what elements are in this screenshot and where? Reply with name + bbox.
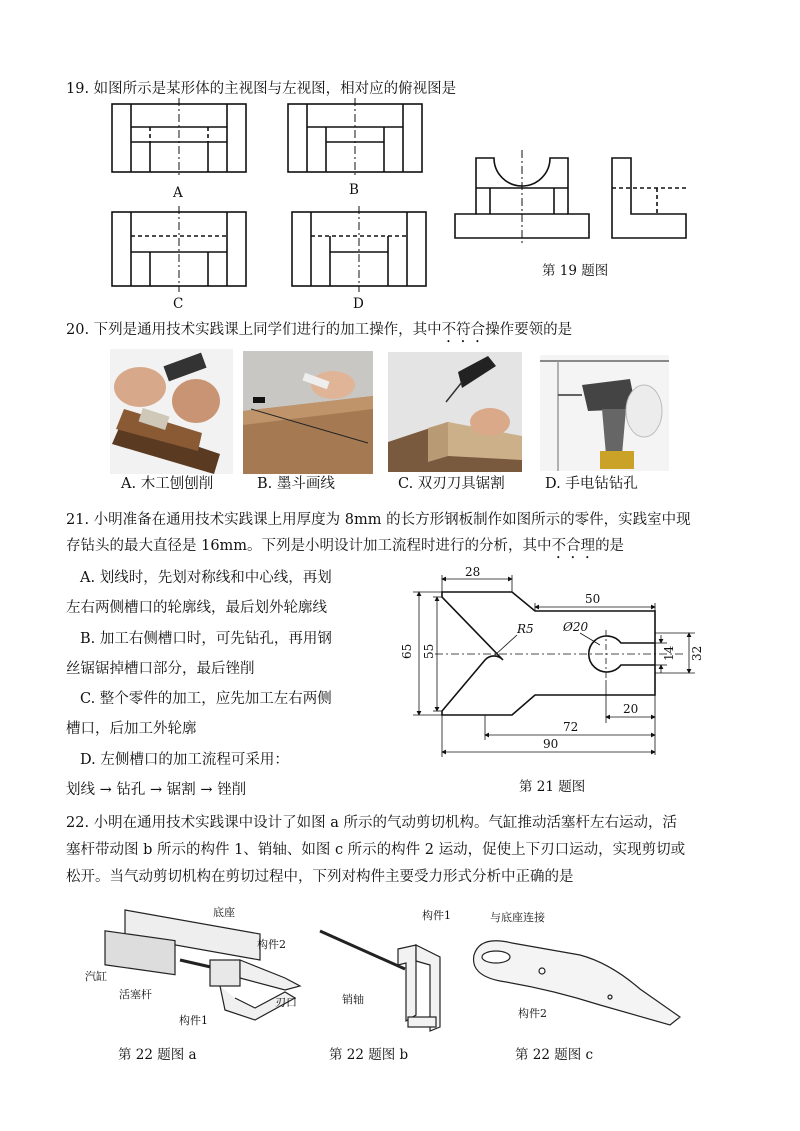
q22-a-label-base: 底座: [213, 906, 235, 919]
q19-option-a-view: [112, 98, 246, 178]
q21-dim-r5: R5: [517, 622, 534, 636]
q20-stem: 20. 下列是通用技术实践课上同学们进行的加工操作，其中不符合操作要领的是: [66, 322, 573, 338]
q20-photo-plane: [110, 349, 233, 474]
q21-dim-72: 72: [563, 720, 579, 734]
q21-dim-28: 28: [465, 565, 481, 579]
q22-a-label-part2: 构件2: [257, 938, 286, 951]
q21-option-c-line1: C. 整个零件的加工，应先加工左右两侧: [80, 691, 332, 707]
q22-caption-b: 第 22 题图 b: [329, 1047, 409, 1063]
q21-dim-65: 65: [400, 643, 414, 659]
q21-option-a-line2: 左右两侧槽口的轮廓线，最后划外轮廓线: [66, 600, 327, 616]
q19-option-d-view: [292, 206, 426, 292]
q20-option-c: C. 双刃刀具锯割: [398, 476, 505, 492]
q22-a-label-cylinder: 汽缸: [85, 970, 107, 983]
q21-stem-line2: 存钻头的最大直径是 16mm。下列是小明设计加工流程时进行的分析，其中不合理的是: [66, 538, 625, 554]
q22-b-label-pin: 销轴: [342, 993, 364, 1006]
q21-option-b-line2: 丝锯锯掉槽口部分，最后锉削: [66, 661, 255, 677]
q21-dim-55: 55: [422, 643, 436, 659]
q22-figure-c: [460, 905, 690, 1035]
q21-dim-d20: Ø20: [563, 620, 589, 634]
q21-figure-caption: 第 21 题图: [519, 779, 586, 795]
q19-option-c-view: [112, 206, 246, 292]
q19-stem: 19. 如图所示是某形体的主视图与左视图，相对应的俯视图是: [66, 81, 457, 97]
q19-option-b-label: B: [349, 182, 359, 198]
q20-option-d: D. 手电钻钻孔: [545, 476, 638, 492]
q19-left-view: [612, 158, 686, 238]
q21-stem-line1: 21. 小明准备在通用技术实践课上用厚度为 8mm 的长方形钢板制作如图所示的零件，实践室中现: [66, 512, 691, 528]
q20-photo-drill: [540, 355, 669, 471]
q19-option-d-label: D: [353, 296, 364, 312]
q20-option-a: A. 木工刨刨削: [121, 476, 214, 492]
q22-b-label-part1: 构件1: [422, 909, 451, 922]
q21-dim-50: 50: [585, 592, 601, 606]
q22-stem-line1: 22. 小明在通用技术实践课中设计了如图 a 所示的气动剪切机构。气缸推动活塞杆左右运动，活: [66, 815, 678, 831]
q20-option-b: B. 墨斗画线: [257, 476, 335, 492]
q21-option-a-line1: A. 划线时，先划对称线和中心线，再划: [80, 570, 332, 586]
q22-caption-c: 第 22 题图 c: [515, 1047, 594, 1063]
q19-figures: [0, 0, 800, 320]
q22-a-label-piston: 活塞杆: [119, 988, 152, 1001]
q21-part-drawing: [395, 565, 715, 765]
q21-dim-20: 20: [623, 702, 639, 716]
q20-photo-saw: [388, 352, 522, 472]
q22-figure-a: [85, 900, 315, 1035]
q22-figure-b: [310, 905, 460, 1035]
q22-caption-a: 第 22 题图 a: [118, 1047, 197, 1063]
q22-stem-line3: 松开。当气动剪切机构在剪切过程中，下列对构件主要受力形式分析中正确的是: [66, 869, 574, 885]
q21-option-d-line2: 划线 → 钻孔 → 锯割 → 锉削: [66, 782, 247, 798]
q22-c-label-base-link: 与底座连接: [490, 911, 545, 924]
q21-option-d-line1: D. 左侧槽口的加工流程可采用：: [80, 752, 289, 768]
q21-dim-90: 90: [543, 737, 559, 751]
q19-option-c-label: C: [173, 296, 184, 312]
q21-option-c-line2: 槽口，后加工外轮廓: [66, 721, 197, 737]
q19-figure-caption: 第 19 题图: [542, 263, 609, 279]
q19-option-b-view: [288, 98, 422, 178]
q21-part-outline: [442, 592, 655, 715]
q22-a-label-blade: 刃口: [275, 996, 297, 1009]
q19-option-a-label: A: [173, 185, 183, 201]
q22-a-label-part1: 构件1: [179, 1014, 208, 1027]
q22-stem-line2: 塞杆带动图 b 所示的构件 1、销轴、如图 c 所示的构件 2 运动，促使上下刃口运动，实现剪切或: [66, 842, 686, 858]
q21-dim-32: 32: [690, 645, 704, 661]
q21-option-b-line1: B. 加工右侧槽口时，可先钻孔，再用钢: [80, 631, 332, 647]
q21-dim-14: 14: [662, 645, 676, 661]
q19-main-view: [455, 150, 589, 244]
q20-photo-ink-line: [243, 351, 373, 474]
q22-c-label-part2: 构件2: [518, 1007, 547, 1020]
